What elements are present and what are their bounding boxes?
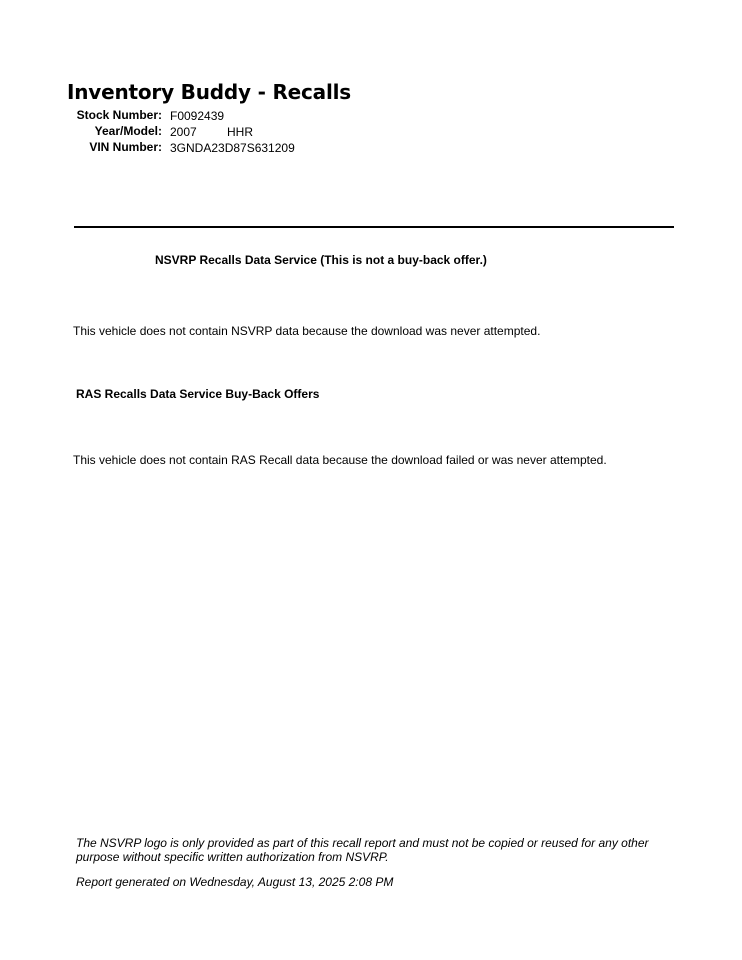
model-value: HHR	[227, 125, 253, 139]
report-generated-timestamp: Report generated on Wednesday, August 13, 2025 2:08 PM	[76, 875, 394, 889]
ras-message: This vehicle does not contain RAS Recall data because the download failed or was never attempted.	[73, 453, 607, 467]
vin-number-value: 3GNDA23D87S631209	[170, 141, 295, 155]
vin-number-label: VIN Number:	[89, 140, 162, 154]
stock-number-value: F0092439	[170, 109, 225, 123]
stock-number-label: Stock Number:	[76, 108, 162, 122]
nsvrp-heading: NSVRP Recalls Data Service (This is not a buy-back offer.)	[155, 253, 487, 267]
year-model-label: Year/Model:	[94, 124, 162, 138]
nsvrp-message: This vehicle does not contain NSVRP data because the download was never attempted.	[73, 324, 541, 338]
footer-disclaimer: The NSVRP logo is only provided as part of this recall report and must not be copied or reused for any other purpose without specific written authorization from NSVRP.	[76, 836, 649, 864]
vehicle-info	[0, 108, 742, 156]
page-title: Inventory Buddy - Recalls	[67, 80, 351, 104]
year-value: 2007	[170, 125, 197, 139]
ras-heading: RAS Recalls Data Service Buy-Back Offers	[76, 387, 320, 401]
section-divider	[74, 226, 674, 228]
